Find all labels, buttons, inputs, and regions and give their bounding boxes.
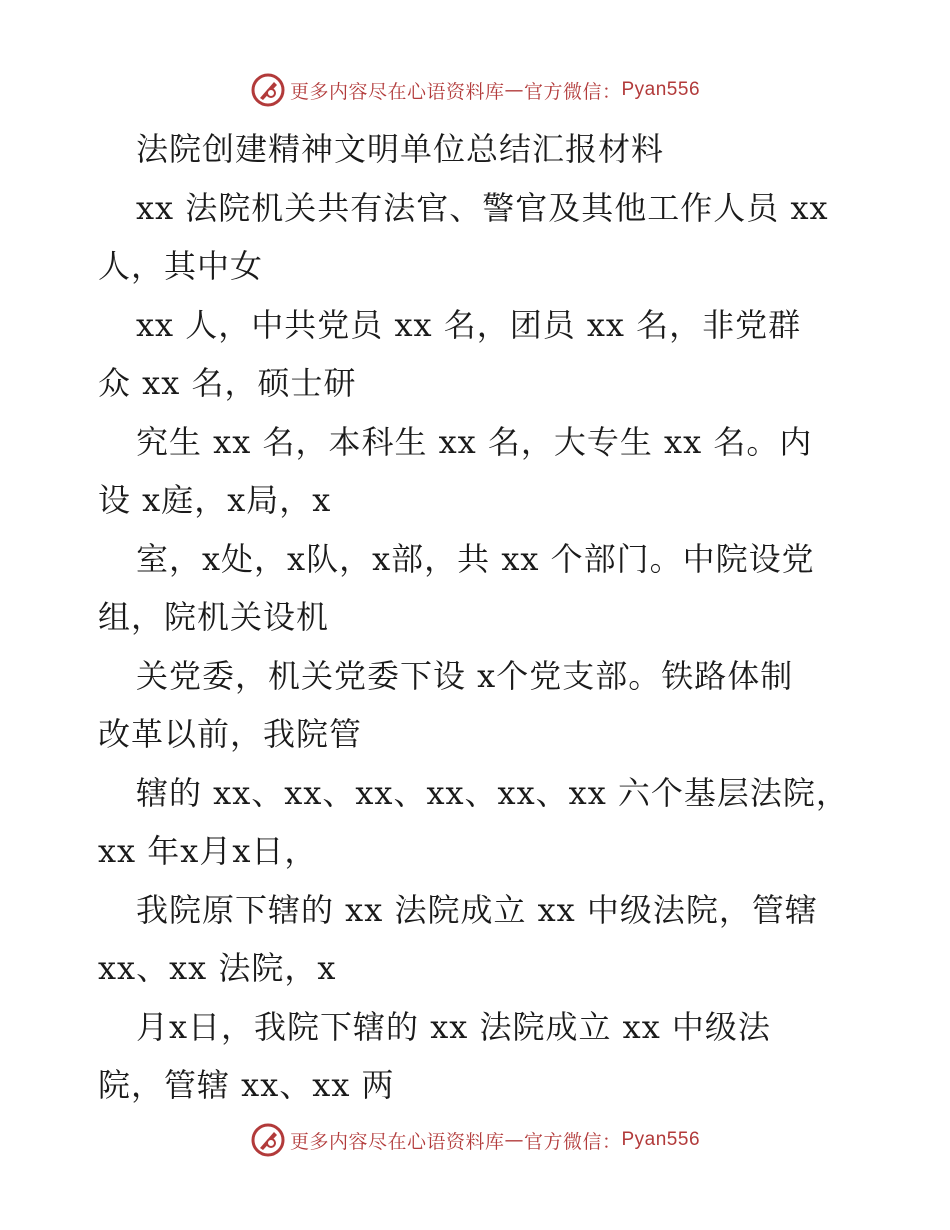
document-title: 法院创建精神文明单位总结汇报材料 (136, 130, 665, 168)
header-text: 更多内容尽在心语资料库 (289, 80, 505, 103)
paragraph-line: 改革以前，我院管 (98, 715, 363, 753)
footer-dash: — (504, 1129, 524, 1151)
paragraph-line: xx 年x月x日， (98, 832, 318, 870)
paragraph-line: xx、xx 法院，x (98, 949, 337, 987)
paragraph-line: 设 x庭，x局，x (98, 481, 332, 519)
header-contact: 官方微信： (523, 80, 622, 103)
document-body (98, 120, 858, 1115)
header-handle: Pyan556 (621, 79, 701, 100)
paragraph-line: 关党委，机关党委下设 x个党支部。铁路体制 (136, 656, 794, 695)
paragraph-line: 组，院机关设机 (98, 598, 330, 636)
paragraph-line: xx 法院机关共有法官、警官及其他工作人员 xx (136, 188, 829, 227)
footer-banner (0, 1122, 950, 1158)
quill-logo-icon (250, 72, 286, 108)
header-dash: — (504, 79, 524, 101)
paragraph-line: 院，管辖 xx、xx 两 (98, 1066, 395, 1104)
paragraph-line: 辖的 xx、xx、xx、xx、xx、xx 六个基层法院， (136, 773, 849, 812)
header-banner (0, 72, 950, 108)
paragraph-line: 众 xx 名，硕士研 (98, 364, 357, 402)
paragraph-line: 人，其中女 (98, 247, 264, 285)
paragraph-line: 究生 xx 名，本科生 xx 名，大专生 xx 名。内 (136, 422, 813, 461)
paragraph-line: xx 人，中共党员 xx 名，团员 xx 名，非党群 (136, 305, 802, 344)
quill-logo-icon (250, 1122, 286, 1158)
paragraph-line: 室，x处，x队，x部，共 xx 个部门。中院设党 (136, 539, 815, 578)
footer-text: 更多内容尽在心语资料库 (289, 1130, 505, 1153)
paragraph-line: 月x日，我院下辖的 xx 法院成立 xx 中级法 (136, 1007, 771, 1046)
paragraph-line: 我院原下辖的 xx 法院成立 xx 中级法院，管辖 (136, 890, 818, 929)
footer-handle: Pyan556 (621, 1129, 701, 1150)
footer-contact: 官方微信： (523, 1130, 622, 1153)
